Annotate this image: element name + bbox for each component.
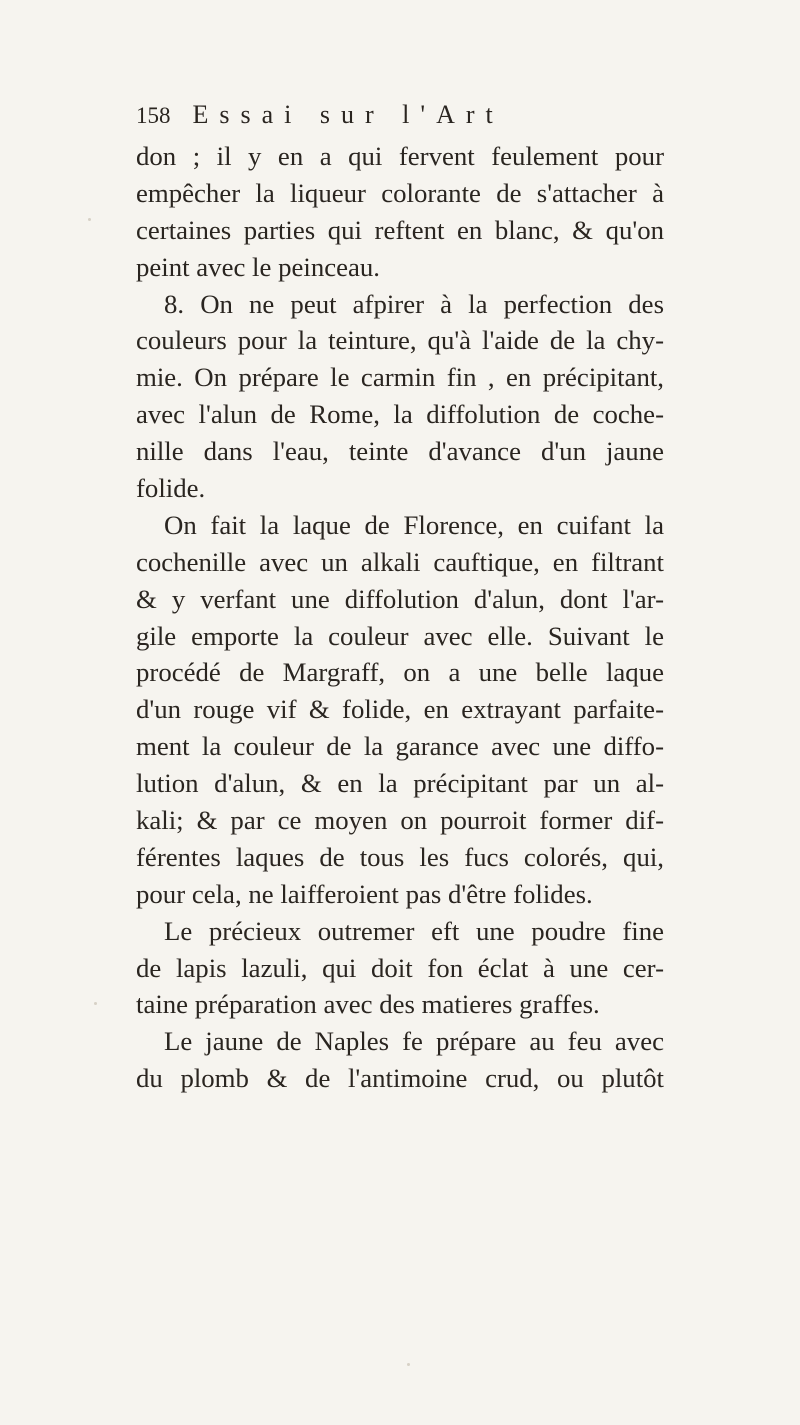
page-number: 158	[136, 103, 171, 128]
text-line: gile emporte la couleur avec elle. Suivant le	[136, 620, 664, 651]
text-line: férentes laques de tous les fucs colorés, qui,	[136, 841, 664, 872]
text-line: peint avec le peinceau.	[136, 251, 381, 282]
paper-speck	[88, 218, 91, 221]
text-line: folide.	[136, 473, 206, 504]
text-line: Le précieux outremer eft une poudre fine	[164, 915, 664, 946]
text-line: kali; & par ce moyen on pourroit former dif-	[136, 805, 664, 836]
text-line: Le jaune de Naples fe prépare au feu avec	[164, 1026, 664, 1057]
text-line: lution d'alun, & en la précipitant par un al-	[136, 768, 664, 799]
running-header	[136, 92, 696, 138]
text-line: pour cela, ne laifferoient pas d'être folides.	[136, 878, 593, 909]
text-line: d'un rouge vif & folide, en extrayant parfaite-	[136, 694, 664, 725]
text-line: de lapis lazuli, qui doit fon éclat à une cer-	[136, 952, 664, 983]
text-line: taine préparation avec des matieres graffes.	[136, 989, 600, 1020]
text-line: cochenille avec un alkali cauftique, en filtrant	[136, 546, 664, 577]
body-text	[136, 138, 664, 1097]
text-line: procédé de Margraff, on a une belle laque	[136, 657, 664, 688]
text-line: avec l'alun de Rome, la diffolution de coche-	[136, 399, 664, 430]
text-line: On fait la laque de Florence, en cuifant la	[164, 509, 664, 540]
running-title: Essai sur l'Art	[192, 100, 504, 129]
text-line: certaines parties qui reftent en blanc, & qu'on	[136, 214, 664, 245]
paper-speck	[407, 1363, 410, 1366]
text-line: 8. On ne peut afpirer à la perfection des	[164, 288, 664, 319]
text-line: du plomb & de l'antimoine crud, ou plutôt	[136, 1063, 664, 1094]
text-line: empêcher la liqueur colorante de s'attacher à	[136, 177, 664, 208]
text-line: ment la couleur de la garance avec une diffo-	[136, 731, 664, 762]
text-line: & y verfant une diffolution d'alun, dont l'ar-	[136, 583, 664, 614]
text-line: nille dans l'eau, teinte d'avance d'un jaune	[136, 436, 664, 467]
paper-speck	[94, 1002, 97, 1005]
text-line: don ; il y en a qui fervent feulement pour	[136, 141, 664, 171]
text-line: mie. On prépare le carmin fin , en précipitant,	[136, 362, 664, 393]
text-line: couleurs pour la teinture, qu'à l'aide de la chy-	[136, 325, 664, 356]
